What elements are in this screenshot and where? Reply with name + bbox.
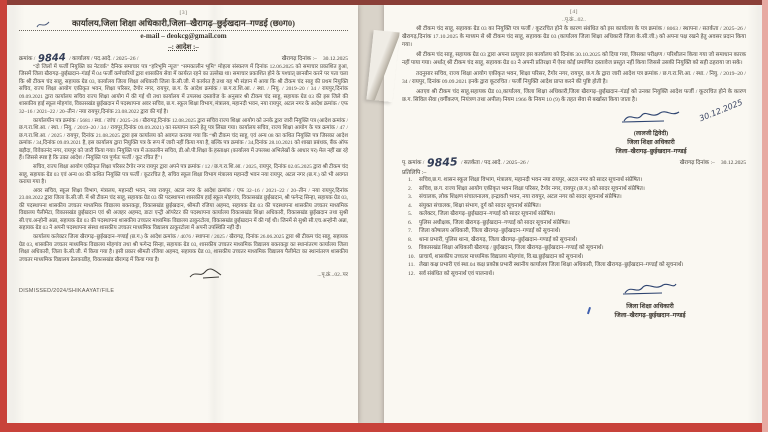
- handwritten-mark-icon: [35, 19, 51, 31]
- copy-item-number: 6.: [408, 219, 413, 226]
- reference-line: [19, 52, 348, 65]
- copy-item-number: 11.: [408, 262, 415, 269]
- copy-item-number: 3.: [408, 194, 413, 201]
- page-number-marker: [4]: [570, 9, 578, 15]
- officer-name: (लालजी द्विवेदी): [633, 130, 669, 137]
- copies-label: प्रतिलिपि :–: [402, 169, 427, 176]
- copy-item-text: लेखा कक्ष प्रभारी एवं स्था.04 कक्ष प्रकोष्ठ प्रभारी स्थानीय कार्यालय जिला शिक्षा अधिकारी, जिला खैरागढ़–छुईखदान–गण्डई को सूचनार्थ।: [419, 262, 684, 269]
- copy-item-text: संचालक, लोक शिक्षण संचालनालय, इन्द्रावती भवन, नया रायपुर, अटल नगर को सादर सूचनार्थ संप्रेषित।: [419, 194, 622, 201]
- page-curl: [366, 30, 399, 102]
- order-heading: –: आदेश :–: [168, 43, 199, 51]
- copy-item-text: पुलिस अधीक्षक, जिला खैरागढ़–छुईखदान–गण्डई को सादर सूचनार्थ संप्रेषित।: [419, 219, 570, 226]
- body-paragraph: सचिव, राज्य शिक्षा आयोग एकीकृत शिक्षा परिसर टैगोर नगर रायपुर द्वारा अपने पत्र क्रमांक / 12 / छ.ग.रा.शि.आ. / 2025, रायपुर, दिनांक 02.05.2025 द्वारा श्री टीकम चंद साहू, सहायक ग्रेड 03 एवं अन्य 08 की कथित नियुक्ति पत्र फर्जी / कूटरचित है, सचिव स्कूल शिक्षा विभाग मंत्रालय महानदी भवन नया रायपुर, अटल नगर (छ.ग.) को भी अवगत कराया गया है।: [19, 164, 348, 186]
- letterhead-email: e-mail – deokcg@gmail.com: [140, 32, 227, 40]
- left-signature-row: [19, 267, 348, 280]
- handwritten-ref-number: 9844: [38, 52, 67, 65]
- copy-list-item: [408, 186, 746, 194]
- officer-title: जिला शिक्षा अधिकारी: [627, 138, 675, 146]
- copy-item-number: 2.: [408, 185, 413, 192]
- page-number-marker: [3]: [179, 10, 188, 16]
- body-paragraph: कार्यालय कलेक्टर जिला खैरागढ़–छुईखदान–गण्डई (छ.ग.) के आदेश क्रमांक / 4076 / स्थापना / 2025 / खैरागढ़, दिनांक 26.06.2025 द्वारा श्री टीकम चंद साहू, सहायक ग्रेड 03, शासकीय उच्चतर माध्यमिक विद्यालय मोहगांव तथा श्री फगेन्द्र सिन्हा, सहायक ग्रेड 03, शासकीय उच्चतर माध्यमिक विद्यालय बकरकट्टा का स्थानांतरण कार्यालय जिला शिक्षा अधिकारी, जिला के.सी.जी. में किया गया है। इसी प्रकार श्रीमती रजिया अहमद, सहायक ग्रेड 03, शासकीय उच्चतर माध्यमिक विद्यालय पैलीमेटा का स्थानांतरण शासकीय उच्चतर माध्यमिक विद्यालय ठेलकाडीह, विकासखंड खैरागढ़ में किया गया है।: [19, 234, 348, 263]
- right-page: [384, 3, 762, 429]
- ref-suffix: / सतर्कता / पद.आदे. / 2025–26 /: [460, 159, 529, 166]
- body-paragraph: श्री टीकम चंद साहू, सहायक ग्रेड 03 का नियुक्ति पत्र फर्जी / कूटरचित होने के कारण संबंधित को इस कार्यालय के पत्र क्रमांक / 8063 / स्थापना / सतर्कता / 2025–26 / खैरागढ़,दिनांक 17.10.2025 के माध्यम से श्री टीकम चंद साहू, सहायक ग्रेड 03 (कार्यालय जिला शिक्षा अधिकारी जिला के.सी.जी.) को अपना पक्ष रखने हेतु अवसर प्रदान किया गया।: [402, 26, 746, 49]
- endorsement-reference-line: [402, 155, 746, 170]
- signature-mark-icon: [189, 267, 223, 280]
- file-reference-code: DISMISSED/2024/SHIKAAYAT/FILE: [19, 288, 115, 295]
- officer-title: जिला शिक्षा अधिकारी: [626, 302, 674, 310]
- copy-item-number: 9.: [408, 245, 413, 252]
- handwritten-date: 30.12.2025: [698, 97, 745, 124]
- copy-list-item: [408, 220, 746, 228]
- page-turn-note: ...पृ.क्रं...02..पर: [317, 271, 348, 278]
- ref-label: पृ. क्रमांक /: [402, 159, 425, 166]
- officer-district-text: जिला–खैरागढ़–छुईखदान–गण्डई: [614, 311, 686, 319]
- copy-list-item: [408, 211, 746, 219]
- photo-frame-right: [762, 0, 768, 432]
- copy-item-text: विकासखंड शिक्षा अधिकारी खैरागढ़ / छुईखदान, जिला खैरागढ़–छुईखदान–गण्डई को सूचनार्थ।: [419, 245, 604, 252]
- body-paragraph: कार्यालयीन पत्र क्रमांक / 5681 / स्था. / जांच / 2025–26 / खैरागढ़,दिनांक 12.08.2025 द्वारा सचिव राज्य शिक्षा आयोग को उनके द्वारा जारी नियुक्ति पत्र (आदेश क्रमांक / छ.ग.रा.शि.आ. / स्था. / नियु. / 2019–20 / 34 / रायपुर,दिनांक 09.09.2021) का सत्यापन करने हेतु पत्र लिखा गया। कार्यालय सचिव, राज्य शिक्षा आयोग के पत्र क्रमांक / 47 / छ.ग.रा.शि.आ. / 2025 / रायपुर, दिनांक 21.08.2025 द्वारा इस कार्यालय को अवगत कराया गया कि “श्री टीकम चंद साहू, एवं अन्य 08 का कथित नियुक्ति पत्र जिसका आदेश क्रमांक / 34,दिनांक 09.09.2021 है, इस कार्यालय द्वारा नियुक्ति पत्र के रूप में जारी नहीं किया गया है, बल्कि पत्र क्रमांक / 34,दिनांक 28.10.2021 को शाखा प्रबंधक, बैंक ऑफ बड़ौदा, विवेकानंद नगर, रायपुर को जारी किया गया। नियुक्ति पत्र में तत्कालीन सचिव, डी.ओ.पी.शिक्षा के हस्ताक्षर (कार्यालय में उपलब्ध अभिलेखों के आधार पर) मेल नहीं खा रहे हैं। जिससे स्पष्ट है कि उक्त आदेश / नियुक्ति पत्र पूर्णतः फर्जी / कूट रचित हैं”।: [19, 117, 349, 162]
- copy-item-text: कलेक्टर, जिला खैरागढ़–छुईखदान–गण्डई को सादर सूचनार्थ संप्रेषित।: [419, 211, 556, 218]
- body-paragraph: अतएव श्री टीकम चंद साहू,सहायक ग्रेड 03,कार्यालय, जिला शिक्षा अधिकारी,जिला खैरागढ़–छुईखदान–गंडई को उनका नियुक्ति आदेश फर्जी / कूटरचित होने के कारण छ.ग. सिविल सेवा (वर्गीकरण, नियंत्रण तथा अपील) नियम 1966 के नियम 10 (9) के तहत सेवा से बर्खास्त किया जाता है।: [402, 88, 746, 103]
- copy-item-text: प्राचार्य, शासकीय उच्चतर माध्यमिक विद्यालय मोहगांव, वि.ख.छुईखदान को सूचनार्थ।: [419, 253, 584, 260]
- copy-item-number: 1.: [408, 176, 413, 183]
- copy-item-text: सचिव, छ.ग. राज्य शिक्षा आयोग एकीकृत भवन शिक्षा परिसर, टैगोर नगर, रायपुर (छ.ग.) को सादर सूचनार्थ संप्रेषित।: [419, 185, 645, 192]
- closing-signature-block: [560, 281, 740, 319]
- copy-list-item: [408, 254, 746, 262]
- photo-frame-left: [0, 0, 7, 432]
- copy-item-number: 4.: [408, 202, 413, 209]
- continuation-note: ..पृ.क्रं...02..: [562, 17, 586, 23]
- copy-list-item: [408, 262, 746, 270]
- officer-district: जिला–खैरागढ़–छुईखदान–गण्डई: [615, 147, 687, 155]
- ref-suffix: / कार्यालय / पद.आदे. / 2025–26 /: [69, 56, 139, 62]
- copy-item-text: संयुक्त संचालक, शिक्षा संभाग, दुर्ग को सादर सूचनार्थ संप्रेषित।: [419, 202, 541, 209]
- ref-date: 30.12.2025: [322, 56, 348, 62]
- handwritten-ref-number: 9845: [426, 155, 459, 170]
- copy-item-number: 10.: [408, 253, 415, 260]
- signature-mark-icon: [622, 281, 678, 296]
- copy-list-item: [408, 237, 746, 245]
- copy-item-text: सर्व संबंधित को सूचनार्थ एवं पालनार्थ।: [419, 271, 495, 277]
- place-date-label: खैरागढ़ दिनांक :–: [679, 159, 715, 166]
- copy-item-number: 5.: [408, 211, 413, 218]
- copy-item-text: सचिव,छ.ग. शासन स्कूल शिक्षा विभाग, मंत्रालय, महानदी भवन नया रायपुर, अटल नगर को सादर सूचनार्थ संप्रेषित।: [419, 176, 643, 183]
- copy-item-text: जिला कोषालय अधिकारी, जिला खैरागढ़–छुईखदान–गण्डई को सूचनार्थ।: [419, 228, 561, 235]
- copy-list-item: [408, 271, 746, 279]
- body-paragraph: “दो जिलों में फर्जी नियुक्ति का नेटवर्क” दैनिक समाचार पत्र “हरिभूमि न्यूज” “समकालीन भूमि” मोहला संस्करण में दिनांक 12.06.2025 को समाचार प्रकाशित हुआ, जिसमें जिला खैरागढ़–छुईखदान–गंडई में 04 फर्जी कर्मचारियों द्वारा शासकीय सेवा में कार्यरत रहने का उल्लेख था। समाचार प्रकाशित होने के पश्चात् छानबीन करने पर पता चला कि श्री टीकम चंद साहू, सहायक ग्रेड 03, कार्यालय जिला शिक्षा अधिकारी जिला के.सी.जी. में कार्यरत है तथा यह भी संज्ञान में आया कि श्री टीकम चंद साहू की प्रथम नियुक्ति सचिव, राज्य शिक्षा आयोग एकीकृत भवन, शिक्षा परिसर, टैगोर नगर, रायपुर, छ.ग. के आदेश क्रमांक / छ.ग.रा.शि.आ. / स्था. / नियु. / 2019–20 / 34 / रायपुर,दिनांक 09.09.2021 द्वारा कार्यालय सचिव राज्य शिक्षा आयोग में की गई थी तथा कार्यालय में उपलब्ध दस्तावेज के अनुसार श्री टीकम चंद साहू, सहायक ग्रेड 03 की इस जिले की शासकीय हाई स्कूल मोहगांव, विकासखंड छुईखदान में पदस्थापना अवर सचिव, छ.ग. स्कूल शिक्षा विभाग, मंत्रालय, महानदी भवन, नया रायपुर, अटल नगर के आदेश क्रमांक / एफ 32–16 / 2021–22 / 20–तीन / नया रायपुर,दिनांक 23.08.2022 द्वारा की गई है।: [19, 64, 348, 115]
- copy-item-number: 12.: [408, 271, 415, 277]
- body-paragraph: तदनुसार सचिव, राज्य शिक्षा आयोग एकीकृत भवन, शिक्षा परिसर, टैगोर नगर, रायपुर, छ.ग.के द्वारा जारी आदेश पत्र क्रमांक / छ.ग.रा.शि.आ. / स्था. / नियु. / 2019–20 / 34 / रायपुर, दिनांक 09.09.2021 इनके द्वारा कूटरचित / फर्जी नियुक्ति आदेश प्राप्त करने की पुष्टि होती है।: [402, 70, 746, 85]
- body-paragraph: अवर सचिव, स्कूल शिक्षा विभाग, मंत्रालय, महानदी भवन, नया रायपुर, अटल नगर के आदेश क्रमांक / एफ 32–16 / 2021–22 / 20–तीन / नया रायपुर,दिनांक 23.08.2022 द्वारा जिला के.सी.जी. में श्री टीकम चंद साहू, सहायक ग्रेड 03 की पदस्थापना शासकीय हाई स्कूल मोहगांव, विकासखंड छुईखदान, श्री फगेन्द्र सिन्हा, सहायक ग्रेड 03, की पदस्थापना शासकीय उच्चतर माध्यमिक विद्यालय बकरकट्टा, विकासखंड छुईखदान, श्रीमती रजिया अहमद, सहायक ग्रेड 03 की पदस्थापना शासकीय उच्चतर माध्यमिक विद्यालय पैलीमेटा, विकासखंड छुईखदान एवं श्री अजहर अहमद, डाटा एन्ट्री ऑपरेटर की पदस्थापना कार्यालय विकासखंड शिक्षा अधिकारी, विकासखंड छुईखदान तथा सुश्री सी.एच.अन्होनी अन्ना, सहायक ग्रेड 03 की पदस्थापना शासकीय उच्चतर माध्यमिक विद्यालय ठाकुरटोला, विकासखंड छुईखदान में की गई थी। जिनमें से सुश्री सी.एच.अन्होनी अन्ना, सहायक ग्रेड 03 ने अपनी पदस्थापना संस्था शासकीय उच्चतर माध्यमिक विद्यालय ठाकुरटोला में अपनी उपस्थिति नहीं दी।: [19, 188, 348, 232]
- copy-list-item: [408, 177, 746, 185]
- copy-item-number: 7.: [408, 228, 413, 235]
- copy-list-item: [408, 245, 746, 253]
- officer-signature-block: [566, 97, 745, 155]
- letterhead-office-line: कार्यालय,जिला शिक्षा अधिकारी,जिला–खैरागढ़–छुईखदान–गण्डई (छ0ग0): [19, 17, 348, 31]
- left-page: [7, 5, 358, 423]
- copy-list-item: [408, 194, 746, 202]
- ref-label: क्रमांक /: [19, 56, 36, 62]
- signature-mark-icon: [620, 108, 682, 124]
- place-date-label: खैरागढ़ दिनांक :–: [281, 56, 317, 62]
- body-paragraph: श्री टीकम चंद साहू, सहायक ग्रेड 03 द्वारा अपना प्रत्युत्तर इस कार्यालय को दिनांक 30.10.2025 को दिया गया, जिसका परीक्षण / परिशीलन किया गया जो समाधान कारक नहीं पाया गया। अर्थात् श्री टीकम चंद साहू, सहायक ग्रेड 03 ने अपनी प्रतिरक्षा में ऐसा कोई प्रमाणित दस्तावेज प्रस्तुत नहीं किया जिससे उसकी नियुक्ति को सही ठहराया जा सके।: [402, 52, 746, 67]
- copy-list-item: [408, 228, 746, 236]
- photo-frame-top: [0, 0, 768, 5]
- copy-item-number: 8.: [408, 236, 413, 243]
- photo-frame-bottom: [0, 423, 768, 432]
- copy-item-text: थाना प्रभारी, पुलिस थाना, खैरागढ़, जिला खैरागढ़–छुईखदान–गण्डई को सूचनार्थ।: [419, 236, 578, 243]
- officer-district: [560, 310, 740, 319]
- copy-list-item: [408, 203, 746, 211]
- ref-date: 30.12.2025: [720, 159, 746, 166]
